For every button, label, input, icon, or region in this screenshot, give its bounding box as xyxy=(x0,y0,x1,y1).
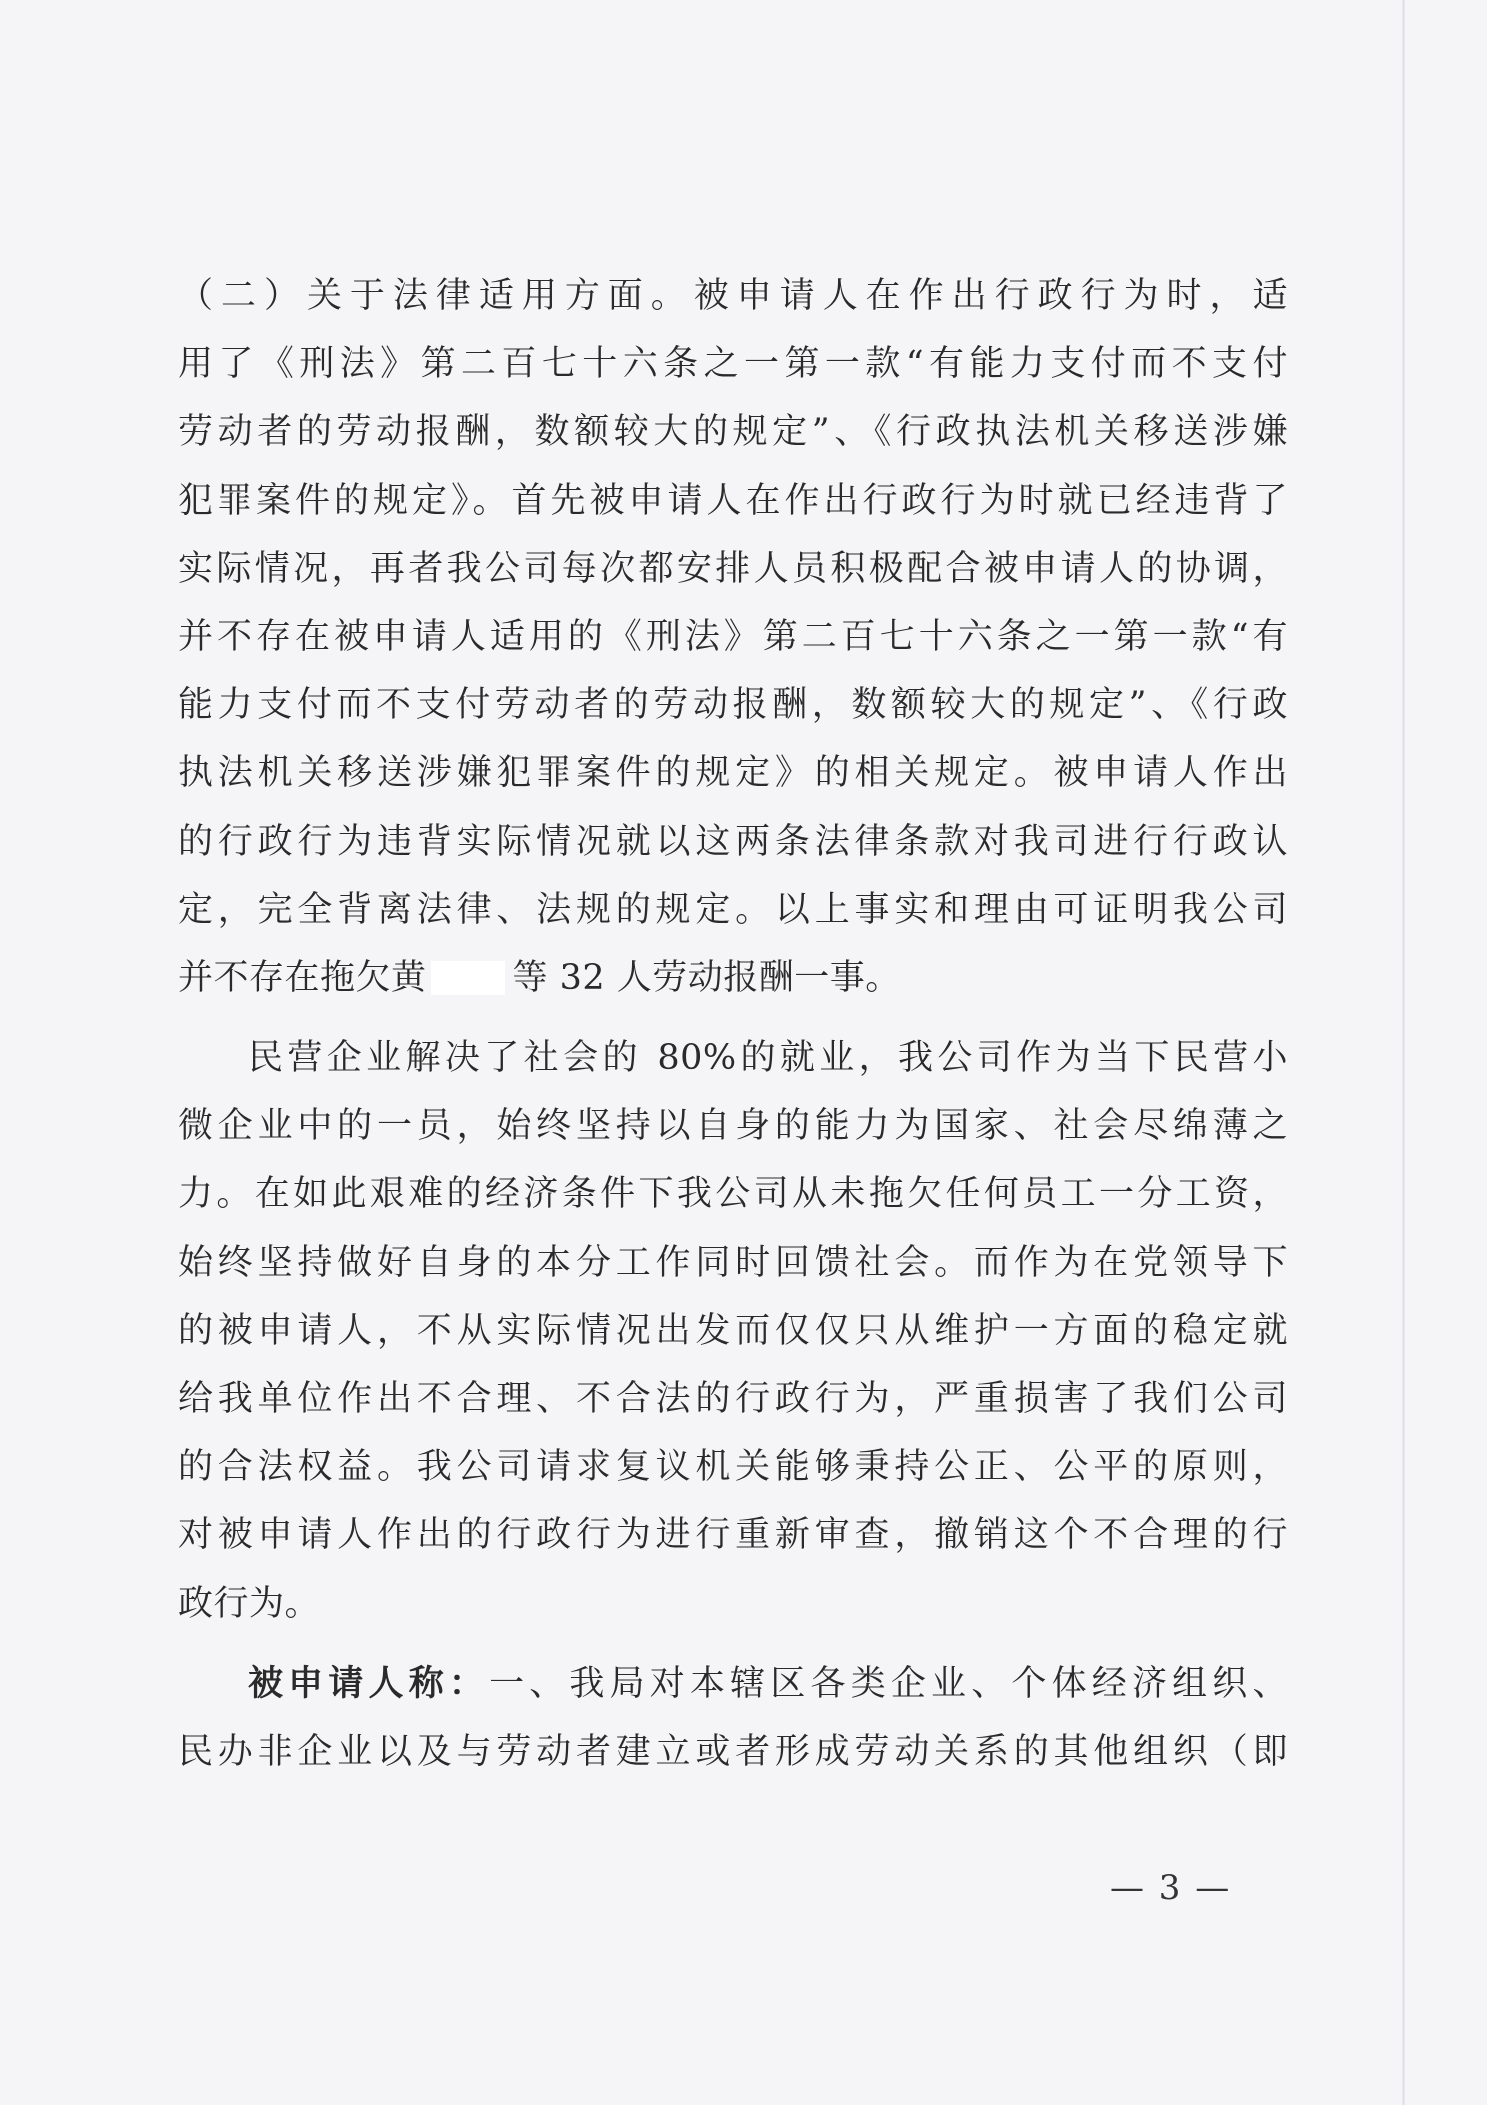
respondent-heading: 被申请人称： xyxy=(248,1663,490,1704)
text-segment: 等 32 人劳动报酬一事。 xyxy=(512,957,901,998)
text-line: 给我单位作出不合理、不合法的行政行为，严重损害了我们公司 xyxy=(178,1379,1288,1419)
paragraph-respondent-statement xyxy=(178,1650,1288,1786)
text-line: 民营企业解决了社会的 80%的就业，我公司作为当下民营小 xyxy=(248,1038,1288,1079)
text-line: 政行为。 xyxy=(178,1583,321,1624)
page-number: — 3 — xyxy=(1110,1868,1232,1908)
text-line: 的被申请人，不从实际情况出发而仅仅只从维护一方面的稳定就 xyxy=(178,1310,1288,1351)
text-line xyxy=(178,944,1288,1012)
text-line: 犯罪案件的规定》。首先被申请人在作出行政行为时就已经违背了 xyxy=(178,480,1288,521)
text-line: 实际情况，再者我公司每次都安排人员积极配合被申请人的协调， xyxy=(178,548,1288,589)
text-line: 劳动者的劳动报酬，数额较大的规定”、《行政执法机关移送涉嫌 xyxy=(178,412,1288,453)
text-line: 能力支付而不支付劳动者的劳动报酬，数额较大的规定”、《行政 xyxy=(178,685,1288,726)
paragraph-private-enterprise xyxy=(178,1024,1288,1638)
redaction-block xyxy=(431,961,505,995)
text-line: 民办非企业以及与劳动者建立或者形成劳动关系的其他组织（即 xyxy=(178,1731,1288,1772)
text-segment: 并不存在拖欠黄 xyxy=(178,957,427,998)
text-line: 定，完全背离法律、法规的规定。以上事实和理由可证明我公司 xyxy=(178,889,1288,930)
text-line: 用了《刑法》第二百七十六条之一第一款“有能力支付而不支付 xyxy=(178,344,1288,385)
text-segment: 一、我局对本辖区各类企业、个体经济组织、 xyxy=(489,1663,1288,1704)
document-body xyxy=(178,262,1288,1786)
text-line: 的合法权益。我公司请求复议机关能够秉持公正、公平的原则， xyxy=(178,1447,1288,1488)
text-line: 的行政行为违背实际情况就以这两条法律条款对我司进行行政认 xyxy=(178,821,1288,862)
text-line: 微企业中的一员，始终坚持以自身的能力为国家、社会尽绵薄之 xyxy=(178,1106,1288,1147)
text-line xyxy=(178,1650,1288,1718)
text-line: 力。在如此艰难的经济条件下我公司从未拖欠任何员工一分工资， xyxy=(178,1174,1288,1215)
text-line: 并不存在被申请人适用的《刑法》第二百七十六条之一第一款“有 xyxy=(178,616,1288,657)
scan-edge-shadow xyxy=(1402,0,1405,2105)
text-line: 对被申请人作出的行政行为进行重新审查，撤销这个不合理的行 xyxy=(178,1515,1288,1556)
text-line: 执法机关移送涉嫌犯罪案件的规定》的相关规定。被申请人作出 xyxy=(178,753,1288,794)
text-line: 始终坚持做好自身的本分工作同时回馈社会。而作为在党领导下 xyxy=(178,1242,1288,1283)
paragraph-legal-application xyxy=(178,262,1288,1012)
text-line: （二）关于法律适用方面。被申请人在作出行政行为时，适 xyxy=(178,276,1288,316)
